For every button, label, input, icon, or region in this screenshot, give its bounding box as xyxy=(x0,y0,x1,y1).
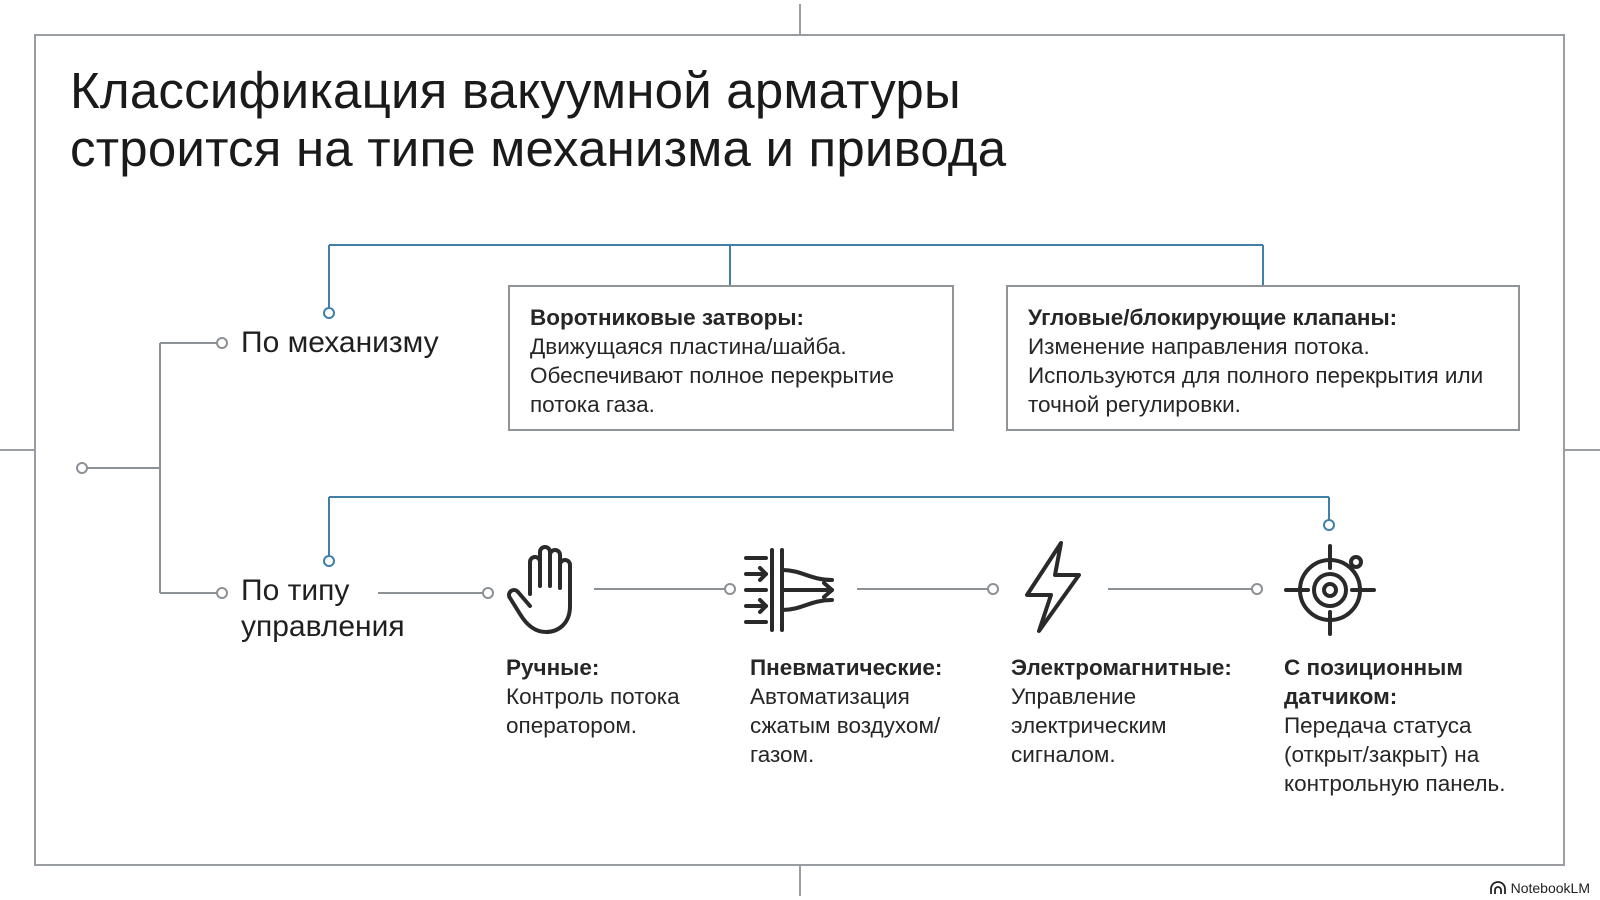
gate-valve-description: Движущаяся пластина/шайба. Обеспечивают полное перекрытие потока газа. xyxy=(530,334,894,417)
notebooklm-brand xyxy=(1489,880,1590,896)
gate-valve-title: Воротниковые затворы: xyxy=(530,305,805,330)
pneumatic-type-description: Автоматизация сжатым воздухом/газом. xyxy=(750,684,941,767)
lightning-icon xyxy=(1003,535,1103,635)
position-sensor-type-title: С позиционным датчиком: xyxy=(1284,655,1464,709)
brand-name: NotebookLM xyxy=(1510,880,1590,896)
angle-valve-card xyxy=(1006,285,1520,431)
manual-type xyxy=(506,653,726,740)
control-label-line-2: управления xyxy=(241,610,405,643)
angle-valve-title: Угловые/блокирующие клапаны: xyxy=(1028,305,1398,330)
electromagnetic-type-description: Управление электрическим сигналом. xyxy=(1011,684,1167,767)
manual-type-description: Контроль потока оператором. xyxy=(506,684,680,738)
electromagnetic-type-title: Электромагнитные: xyxy=(1011,655,1232,680)
air-flow-icon xyxy=(742,540,842,640)
slide-title xyxy=(70,62,1270,178)
gate-valve-card xyxy=(508,285,954,431)
title-line-1: Классификация вакуумной арматуры xyxy=(70,62,961,119)
target-sensor-icon xyxy=(1280,540,1380,640)
control-branch-label xyxy=(241,573,441,645)
control-label-line-1: По типу xyxy=(241,574,350,607)
electromagnetic-type xyxy=(1011,653,1251,769)
pneumatic-type xyxy=(750,653,980,769)
mechanism-branch-label: По механизму xyxy=(241,326,439,359)
angle-valve-description: Изменение направления потока. Используются для полного перекрытия или точной регулировки. xyxy=(1028,334,1484,417)
hand-icon xyxy=(500,540,600,640)
notebooklm-logo-icon xyxy=(1489,881,1507,895)
title-line-2: строится на типе механизма и привода xyxy=(70,120,1007,177)
pneumatic-type-title: Пневматические: xyxy=(750,655,943,680)
position-sensor-type xyxy=(1284,653,1544,798)
position-sensor-type-description: Передача статуса (открыт/закрыт) на контрольную панель. xyxy=(1284,713,1506,796)
manual-type-title: Ручные: xyxy=(506,655,600,680)
